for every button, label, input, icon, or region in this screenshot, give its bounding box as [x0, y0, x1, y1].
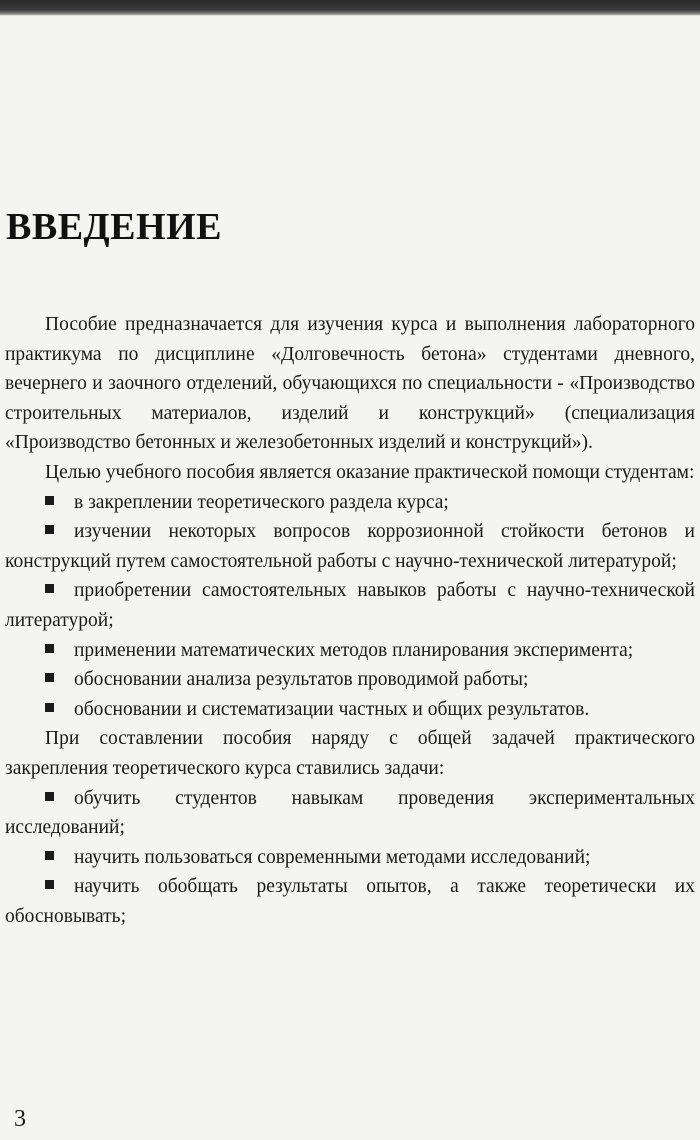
- bullet-icon: [45, 851, 54, 860]
- page-number: 3: [14, 1106, 26, 1132]
- list-item: обосновании и систематизации частных и общих результатов.: [5, 695, 695, 725]
- list-item: изучении некоторых вопросов коррозионной стойкости бетонов и конструкций путем самостоятельной работы с научно-технической литературой;: [5, 521, 695, 572]
- list-item: обосновании анализа результатов проводимой работы;: [5, 665, 695, 695]
- list-item: научить обобщать результаты опытов, а также теоретически их обосновывать;: [5, 876, 695, 927]
- list-item: научить пользоваться современными методами исследований;: [5, 843, 695, 873]
- body-text: [5, 310, 695, 931]
- intro-paragraph: Пособие предназначается для изучения курса и выполнения лабораторного практикума по дисциплине «Долговечность бетона» студентами дневного, вечернего и заочного отделений, обучающихся по специальности - «Производство строительных материалов, изделий и конструкций» (специализация «Производство бетонных и железобетонных изделий и конструкций»).: [5, 314, 695, 454]
- goal-list: [5, 488, 695, 725]
- bullet-icon: [45, 880, 54, 889]
- bullet-icon: [45, 792, 54, 801]
- bullet-icon: [45, 703, 54, 712]
- bullet-icon: [45, 496, 54, 505]
- list-item: применении математических методов планирования эксперимента;: [5, 636, 695, 666]
- list-item: обучить студентов навыкам проведения экспериментальных исследований;: [5, 787, 695, 839]
- bullet-icon: [45, 673, 54, 682]
- goal-paragraph: Целью учебного пособия является оказание практической помощи студентам:: [45, 461, 695, 483]
- bullet-icon: [45, 525, 54, 534]
- page-title: ВВЕДЕНИЕ: [6, 206, 222, 248]
- list-item: в закреплении теоретического раздела курса;: [5, 488, 695, 518]
- scan-edge-shadow: [0, 0, 700, 16]
- bullet-icon: [45, 584, 54, 593]
- list-item: приобретении самостоятельных навыков работы с научно-технической литературой;: [5, 580, 695, 631]
- tasks-list: [5, 784, 695, 932]
- bullet-icon: [45, 644, 54, 653]
- tasks-paragraph: При составлении пособия наряду с общей задачей практического закрепления теоретического курса ставились задачи:: [5, 728, 695, 779]
